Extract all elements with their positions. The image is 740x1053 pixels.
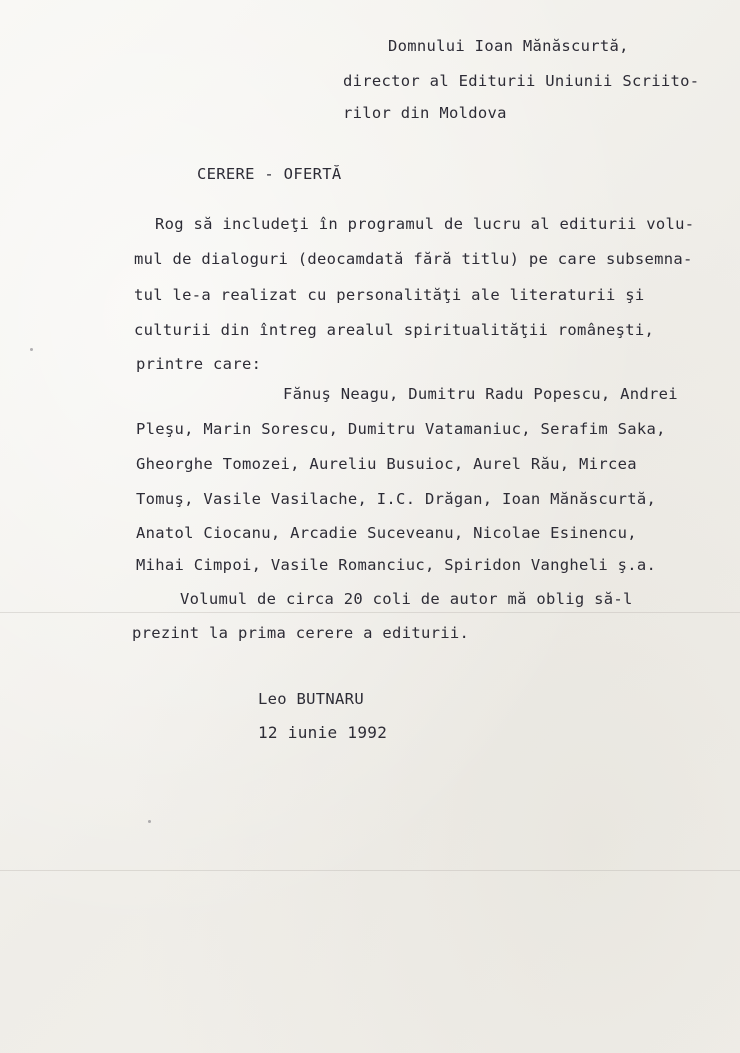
signature-name: Leo BUTNARU (258, 690, 364, 708)
names-line: Anatol Ciocanu, Arcadie Suceveanu, Nicolae Esinencu, (136, 524, 637, 542)
body-line: Volumul de circa 20 coli de autor mă oblig să-l (180, 590, 633, 608)
addressee-line-1: Domnului Ioan Mănăscurtă, (388, 37, 629, 55)
body-line: Rog să includeţi în programul de lucru al editurii volu- (155, 215, 695, 233)
document-title: CERERE - OFERTĂ (197, 165, 342, 183)
addressee-line-3: rilor din Moldova (343, 104, 507, 122)
paper-speck (30, 348, 33, 351)
body-line: culturii din întreg arealul spiritualităţii româneşti, (134, 321, 655, 339)
signature-date: 12 iunie 1992 (258, 723, 388, 742)
names-line: Gheorghe Tomozei, Aureliu Busuioc, Aurel Rău, Mircea (136, 455, 637, 473)
paper-speck (148, 820, 151, 823)
addressee-line-2: director al Editurii Uniunii Scriito- (343, 72, 700, 90)
paper-fold (0, 870, 740, 871)
names-line: Pleşu, Marin Sorescu, Dumitru Vatamaniuc, Serafim Saka, (136, 420, 666, 438)
body-line: printre care: (136, 355, 262, 373)
names-line: Mihai Cimpoi, Vasile Romanciuc, Spiridon Vangheli ş.a. (136, 556, 657, 574)
body-line: mul de dialoguri (deocamdată fără titlu) pe care subsemna- (134, 250, 693, 268)
paper-fold (0, 612, 740, 613)
names-line: Tomuş, Vasile Vasilache, I.C. Drăgan, Ioan Mănăscurtă, (136, 490, 657, 508)
body-line: tul le-a realizat cu personalităţi ale literaturii şi (134, 286, 645, 304)
names-line: Fănuş Neagu, Dumitru Radu Popescu, Andrei (283, 385, 678, 403)
body-line: prezint la prima cerere a editurii. (132, 624, 470, 642)
